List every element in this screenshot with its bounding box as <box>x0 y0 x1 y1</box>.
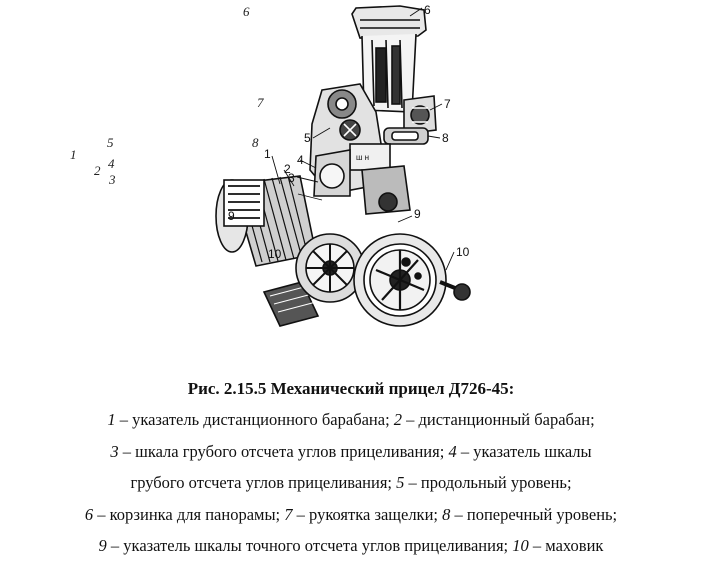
legend-text: – продольный уровень; <box>404 473 572 492</box>
caption-line <box>0 436 702 468</box>
legend-text: – маховик <box>528 536 604 555</box>
legend-number: 10 <box>512 536 529 555</box>
legend-text: – дистанционный барабан; <box>402 410 595 429</box>
callout-4: 4 <box>297 153 304 167</box>
caption-line <box>0 530 702 562</box>
callout-10: 10 <box>456 245 470 259</box>
legend-text: – поперечный уровень; <box>450 504 618 524</box>
handwheel <box>354 234 470 326</box>
legend-number: 6 <box>84 504 94 524</box>
callout-8: 8 <box>442 131 449 145</box>
fine-scale-wheel <box>296 234 364 302</box>
legend-text: – шкала грубого отсчета углов прицеливания; <box>118 441 449 461</box>
cross-level <box>384 128 428 144</box>
caption-legend <box>0 404 702 562</box>
legend-text: – указатель дистанционного барабана; <box>115 410 394 429</box>
callout-9-left: 9 <box>228 209 235 223</box>
stray-label-8: 8 <box>252 135 259 150</box>
stray-label-4: 4 <box>108 156 115 171</box>
legend-number: 3 <box>110 441 119 461</box>
legend-text: – указатель шкалы <box>456 441 592 461</box>
legend-number: 8 <box>442 504 451 524</box>
stray-label-5: 5 <box>107 135 114 150</box>
caption-line <box>0 467 702 499</box>
legend-number: 7 <box>284 504 293 524</box>
callout-6: 6 <box>424 3 431 17</box>
legend-number: 4 <box>448 441 457 461</box>
callout-10-left: 10 <box>268 247 282 261</box>
legend-text: грубого отсчета углов прицеливания; <box>130 473 397 492</box>
callout-7: 7 <box>444 97 451 111</box>
caption-line <box>0 499 702 531</box>
callout-3: 3 <box>288 171 295 185</box>
legend-number: 5 <box>396 473 405 492</box>
callout-2: 2 <box>284 162 291 176</box>
callout-1: 1 <box>264 147 271 161</box>
stray-label-2: 2 <box>94 163 101 178</box>
legend-number: 2 <box>393 410 403 429</box>
legend-text: – указатель шкалы точного отсчета углов прицеливания; <box>106 536 513 555</box>
callout-9: 9 <box>414 207 421 221</box>
legend-number: 9 <box>98 536 107 555</box>
stray-label-6: 6 <box>243 4 250 19</box>
caption-title: Рис. 2.15.5 Механический прицел Д726-45: <box>187 379 515 398</box>
legend-text: – корзинка для панорамы; <box>93 504 285 524</box>
callout-5: 5 <box>304 131 311 145</box>
stray-label-3: 3 <box>109 172 116 187</box>
figure-caption <box>0 374 702 562</box>
stray-label-1: 1 <box>70 147 77 162</box>
stray-label-7: 7 <box>257 95 264 110</box>
legend-text: – рукоятка защелки; <box>292 504 443 524</box>
legend-number: 1 <box>107 410 116 429</box>
svg-text:ш н: ш н <box>356 153 370 162</box>
caption-line <box>0 404 702 436</box>
